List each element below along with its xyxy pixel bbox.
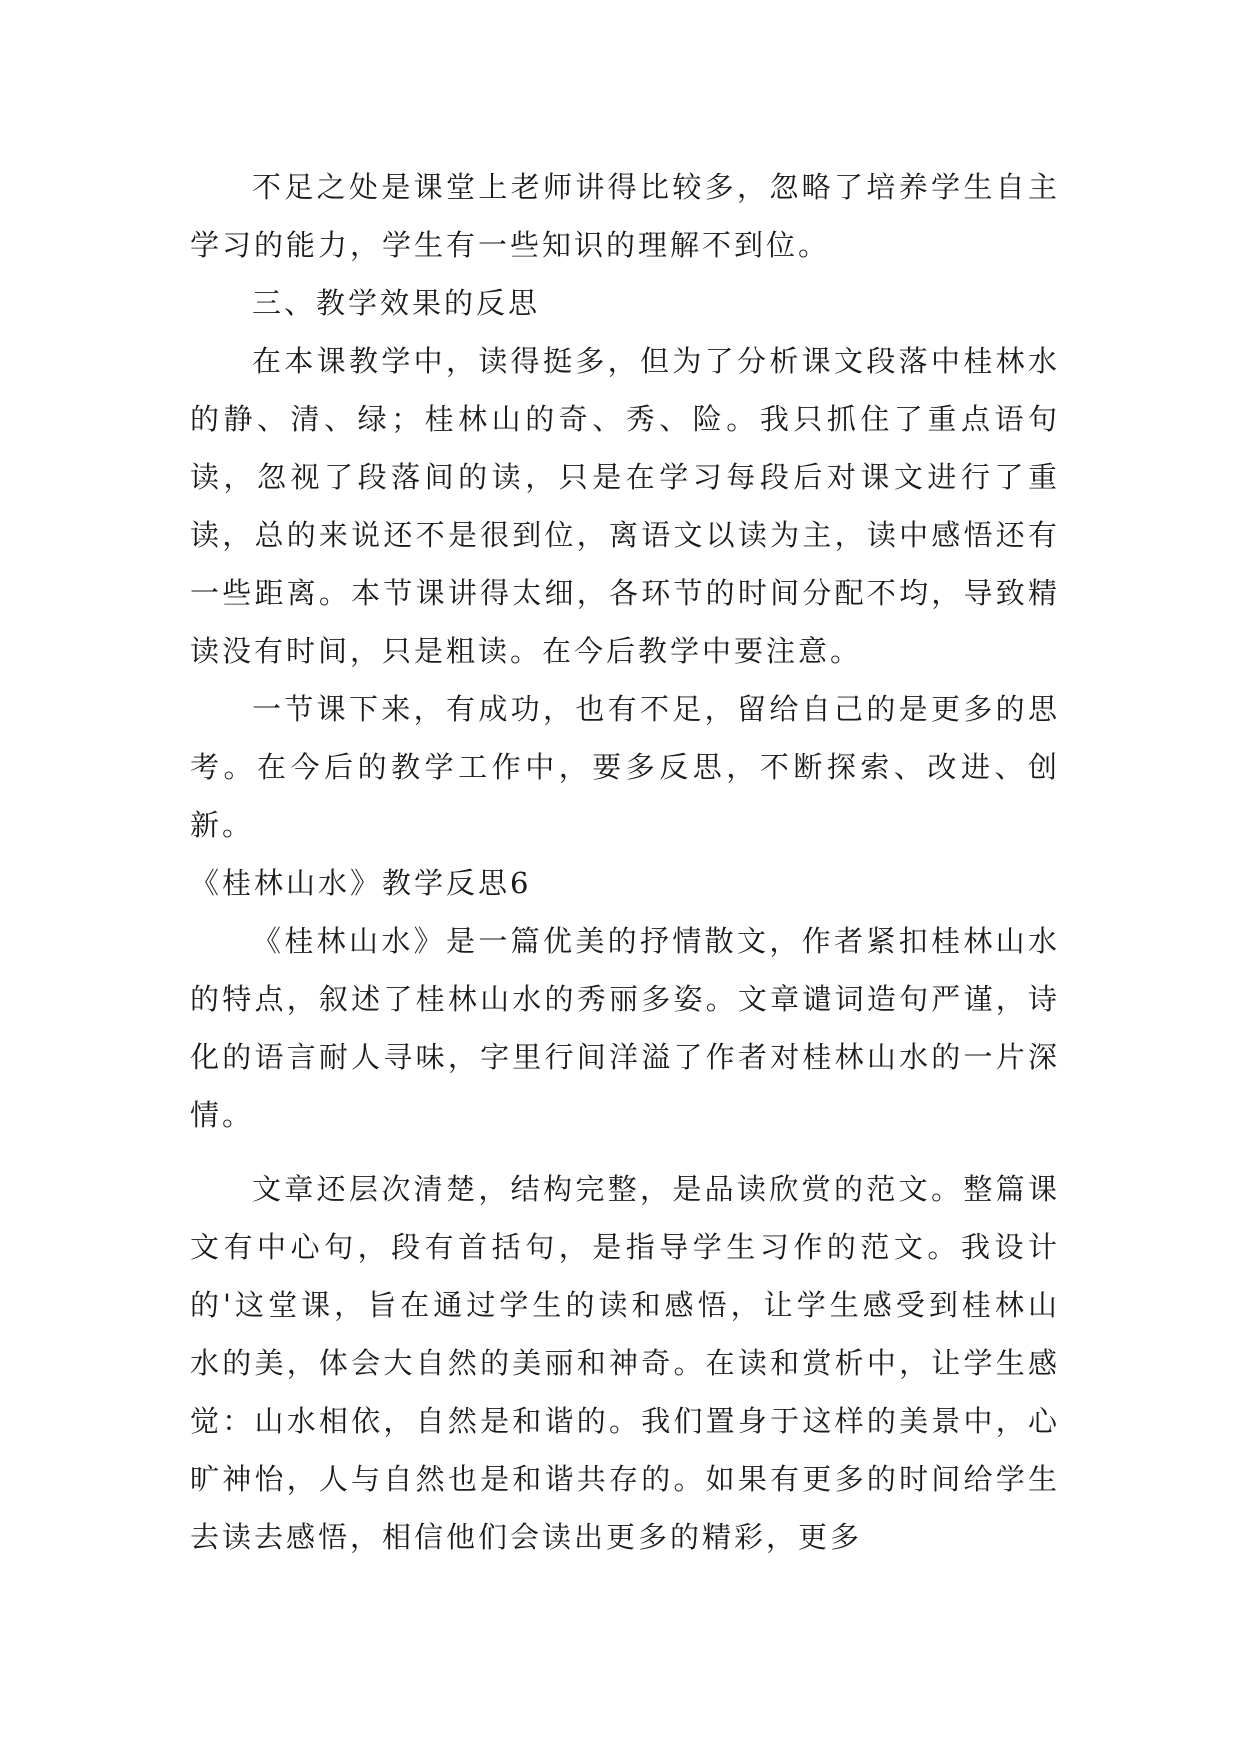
subheading-teaching-effect: 三、教学效果的反思 — [252, 286, 541, 320]
paragraph-conclusion: 一节课下来，有成功，也有不足，留给自己的是更多的思考。在今后的教学工作中，要多反思，不断探索、改进、创新。 — [190, 692, 1060, 842]
paragraph-intro: 《桂林山水》是一篇优美的抒情散文，作者紧扣桂林山水的特点，叙述了桂林山水的秀丽多姿。文章谴词造句严谨，诗化的语言耐人寻味，字里行间洋溢了作者对桂林山水的一片深情。 — [190, 924, 1060, 1132]
paragraph-shortcomings: 不足之处是课堂上老师讲得比较多，忽略了培养学生自主学习的能力，学生有一些知识的理解不到位。 — [190, 170, 1060, 262]
paragraph-design: 文章还层次清楚，结构完整，是品读欣赏的范文。整篇课文有中心句，段有首括句，是指导学生习作的范文。我设计的'这堂课，旨在通过学生的读和感悟，让学生感受到桂林山水的美，体会大自然的美丽和神奇。在读和赏析中，让学生感觉：山水相依，自然是和谐的。我们置身于这样的美景中，心旷神怡，人与自然也是和谐共存的。如果有更多的时间给学生去读去感悟，相信他们会读出更多的精彩，更多 — [190, 1172, 1060, 1554]
paragraph-effect-reflection: 在本课教学中，读得挺多，但为了分析课文段落中桂林水的静、清、绿；桂林山的奇、秀、险。我只抓住了重点语句读，忽视了段落间的读，只是在学习每段后对课文进行了重读，总的来说还不是很到位，离语文以读为主，读中感悟还有一些距离。本节课讲得太细，各环节的时间分配不均，导致精读没有时间，只是粗读。在今后教学中要注意。 — [190, 344, 1060, 668]
document-body — [190, 158, 1060, 1566]
section-title: 《桂林山水》教学反思6 — [190, 866, 532, 900]
